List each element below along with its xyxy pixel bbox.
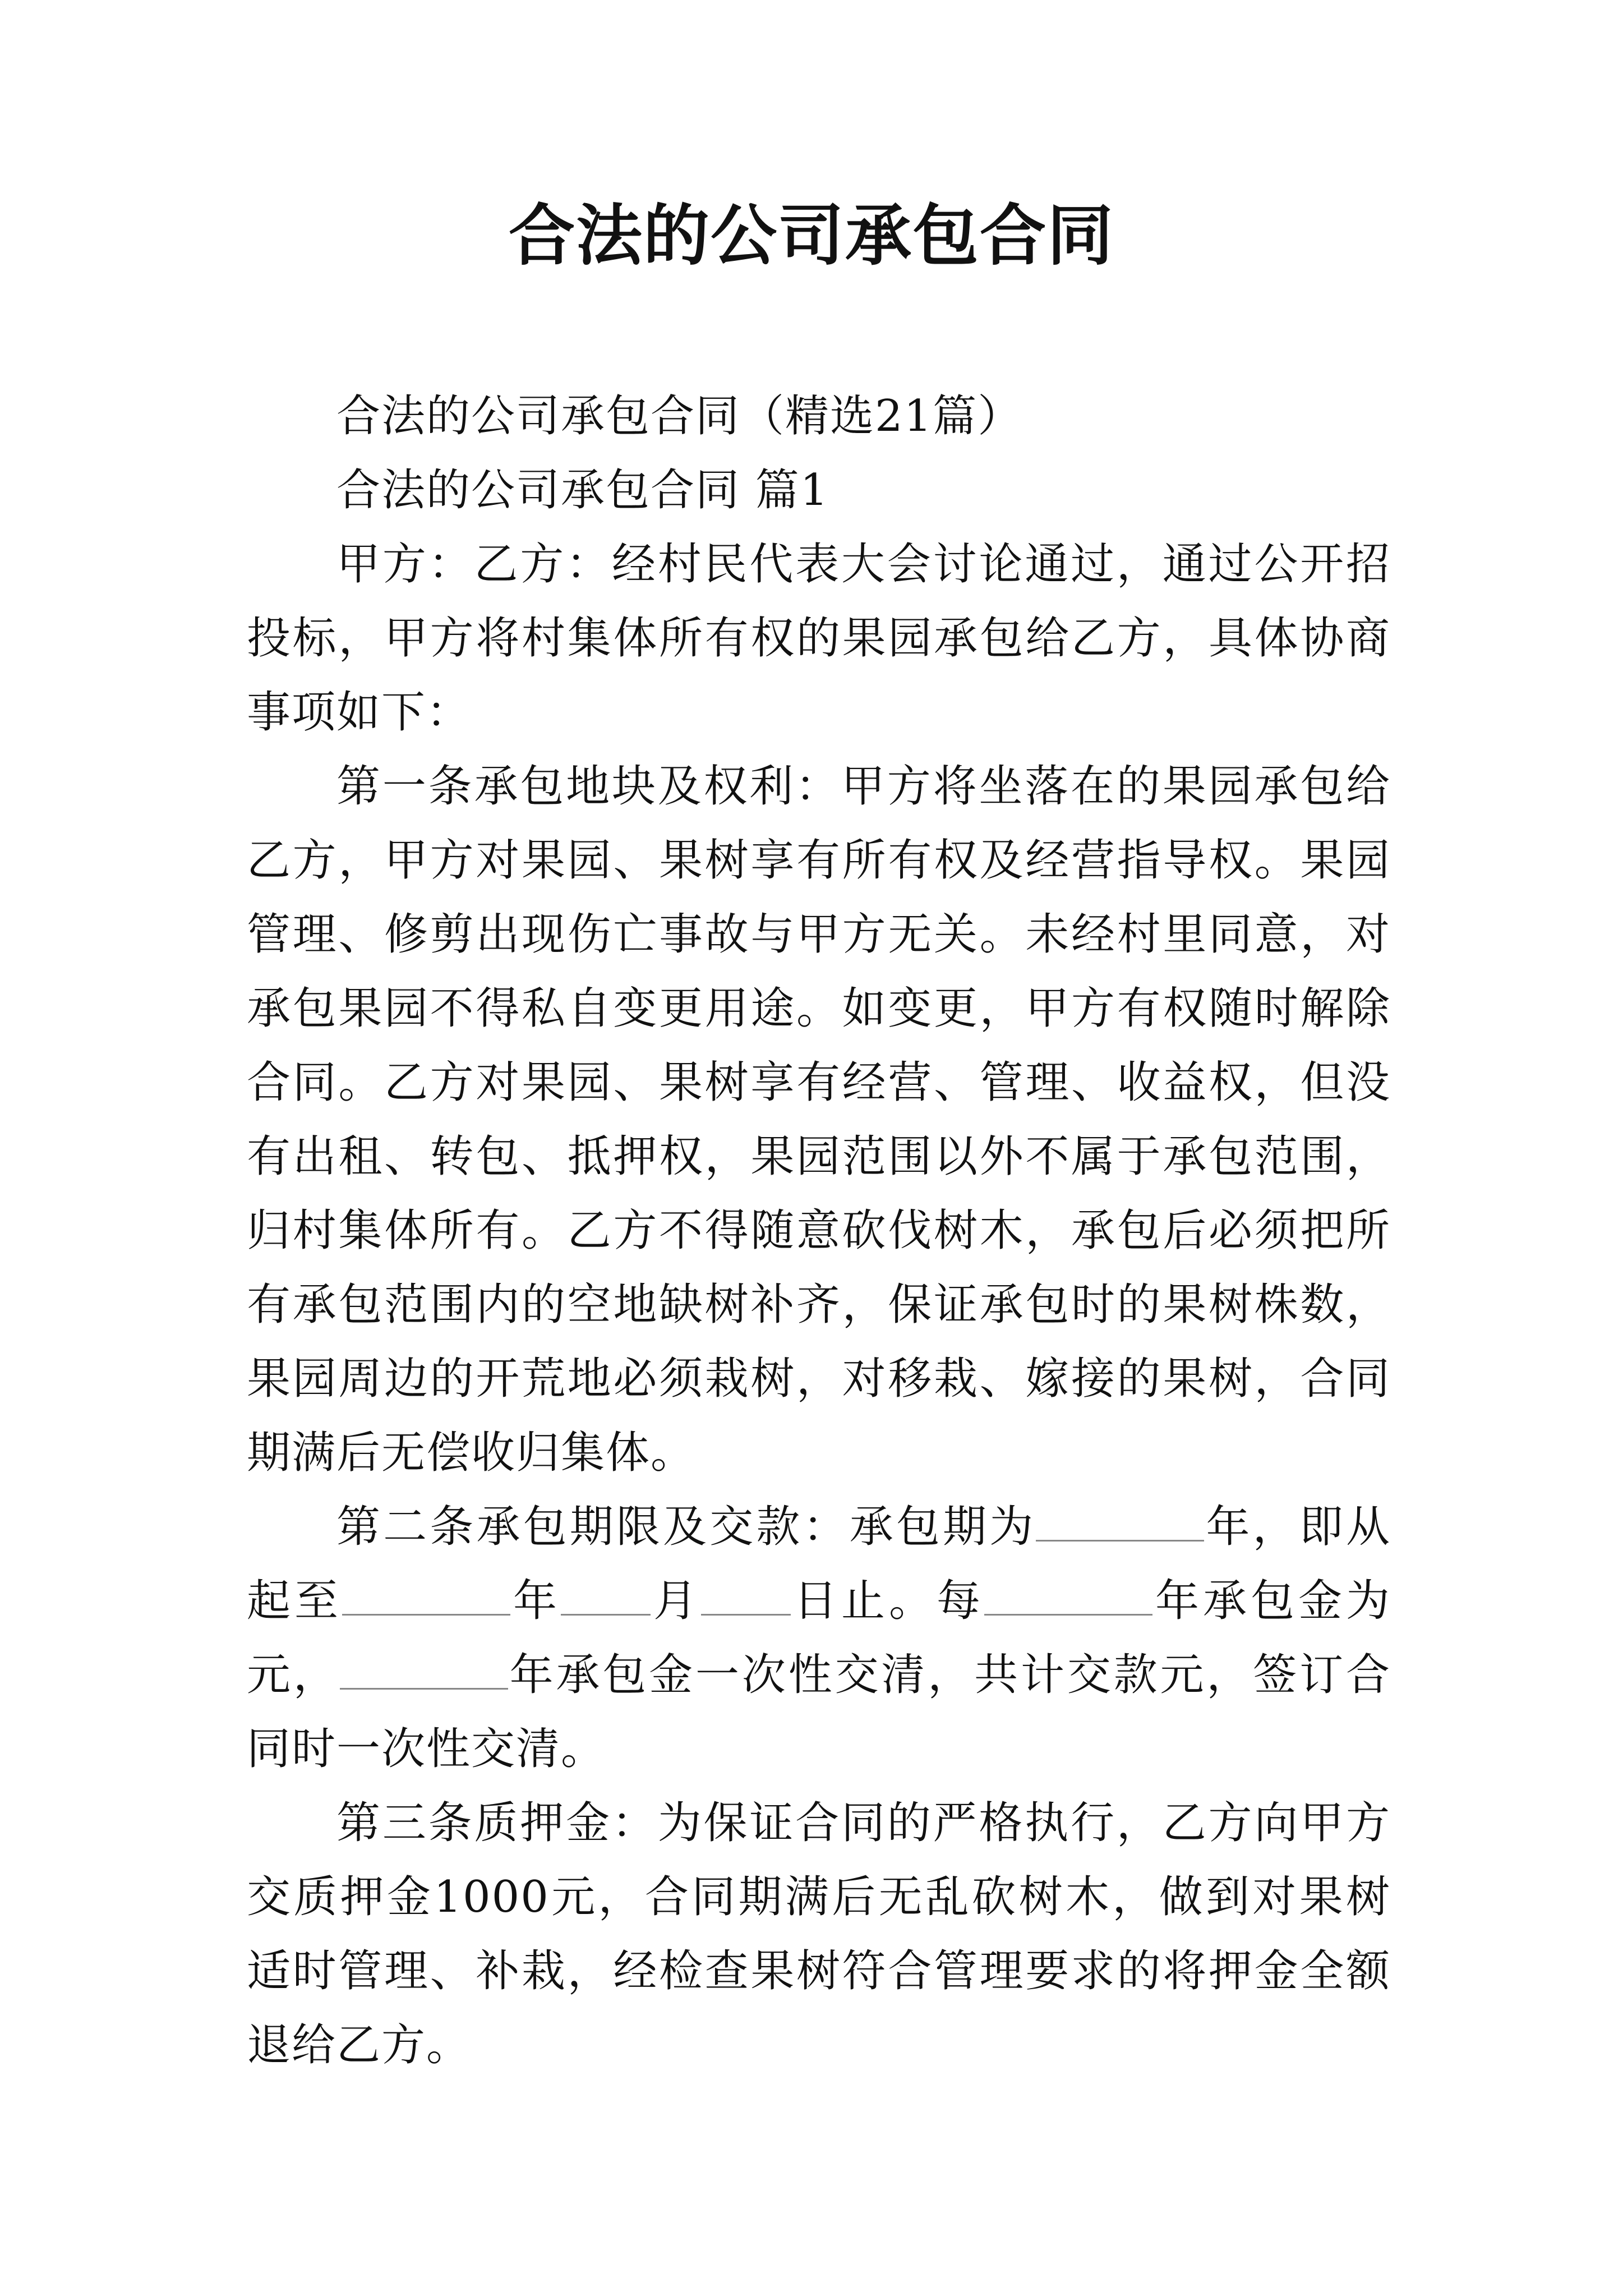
article-2-text: 日止。每 — [791, 1576, 984, 1626]
article-2-paragraph — [247, 1490, 1391, 1786]
article-1-paragraph: 第一条承包地块及权利：甲方将坐落在的果园承包给乙方，甲方对果园、果树享有所有权及经营指导权。果园管理、修剪出现伤亡事故与甲方无关。未经村里同意，对承包果园不得私自变更用途。如变更，甲方有权随时解除合同。乙方对果园、果树享有经营、管理、收益权，但没有出租、转包、抵押权，果园范围以外不属于承包范围，归村集体所有。乙方不得随意砍伐树木，承包后必须把所有承包范围内的空地缺树补齐，保证承包时的果树株数，果园周边的开荒地必须栽树，对移栽、嫁接的果树，合同期满后无偿收归集体。 — [247, 761, 1391, 1478]
article-2-text: 年承包金为元， — [247, 1576, 1391, 1700]
article-3-paragraph: 第三条质押金：为保证合同的严格执行，乙方向甲方交质押金1000元，合同期满后无乱砍树木，做到对果树适时管理、补栽，经检查果树符合管理要求的将押金全额退给乙方。 — [247, 1798, 1391, 2070]
blank-line — [1036, 1501, 1204, 1542]
article-2-text: 第二条承包期限及交款：承包期为 — [336, 1502, 1036, 1552]
document-body — [247, 379, 1391, 2082]
document-title: 合法的公司承包合同 — [508, 196, 1114, 274]
subtitle-paragraph: 合法的公司承包合同（精选21篇） — [336, 391, 1023, 441]
section-heading: 合法的公司承包合同 篇1 — [336, 465, 829, 516]
blank-line — [984, 1575, 1152, 1616]
blank-line — [701, 1575, 791, 1616]
blank-line — [340, 1649, 508, 1690]
article-2-text: 年 — [510, 1576, 561, 1626]
blank-line — [561, 1575, 651, 1616]
blank-line — [342, 1575, 510, 1616]
intro-paragraph: 甲方：乙方：经村民代表大会讨论通过，通过公开招投标，甲方将村集体所有权的果园承包给乙方，具体协商事项如下： — [247, 539, 1391, 738]
article-2-text: 年承包金一次性交清，共计交款元，签订合同时一次性交清。 — [247, 1650, 1391, 1774]
article-2-text: 年，即从起至 — [247, 1502, 1391, 1626]
article-2-text: 月 — [651, 1576, 701, 1626]
